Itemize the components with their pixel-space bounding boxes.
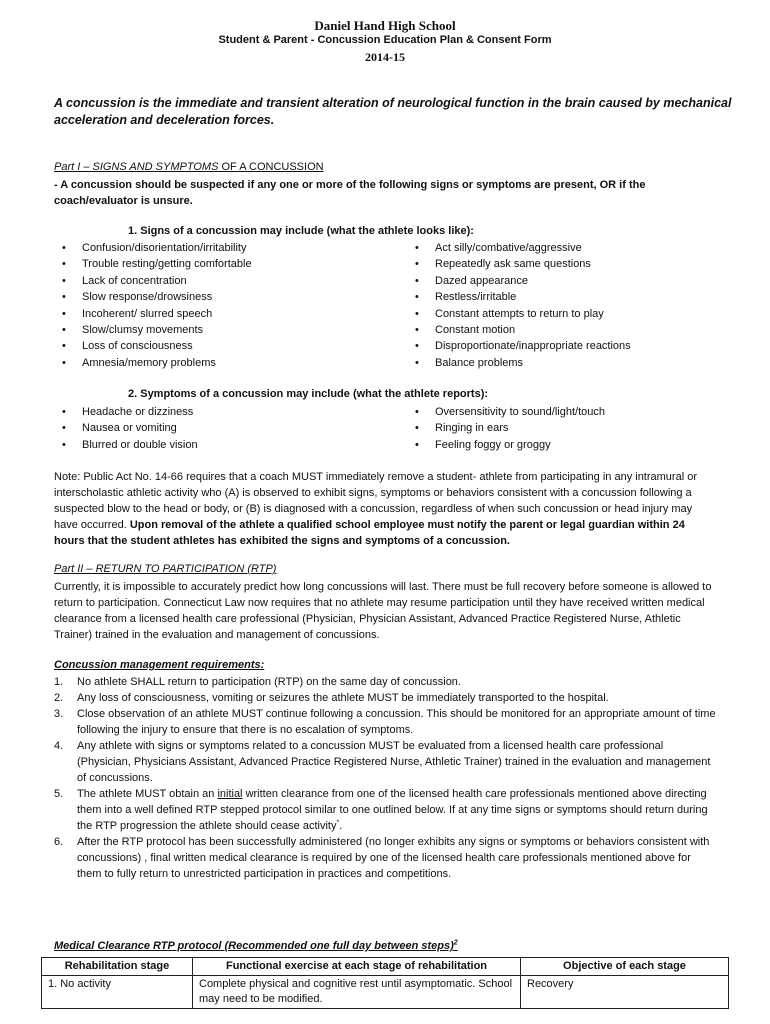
part1-title-suffix: OF A CONCUSSION: [218, 161, 324, 173]
part1-title: [54, 161, 324, 173]
legal-note: [54, 469, 714, 549]
symptoms-heading: 2. Symptoms of a concussion may include (what the athlete reports):: [128, 388, 489, 400]
header-functional-exercise: Functional exercise at each stage of rehabilitation: [193, 958, 521, 976]
requirement-item: 3. Close observation of an athlete MUST continue following a concussion. This should be monitored for an appropriate amount of time following the injury to ensure that there is no escalation of symptoms.: [54, 708, 716, 736]
requirement-item: 4. Any athlete with signs or symptoms related to a concussion MUST be evaluated from a licensed health care professional (Physician, Physicians Assistant, Advanced Practice Registered Nurse, Athletic Trainer) trained in the evaluation and management of concussions.: [54, 740, 711, 784]
requirement-item: 6. After the RTP protocol has been successfully administered (no longer exhibits any signs or symptoms or behaviors consistent with concussions) , final written medical clearance is required by one of the licensed health care professionals mentioned above for them to fully return to unrestricted participation in practices and competitions.: [54, 836, 710, 880]
signs-heading: 1. Signs of a concussion may include (what the athlete looks like):: [128, 225, 474, 237]
part1-intro: - A concussion should be suspected if any one or more of the following signs or symptoms are present, OR if the coach/evaluator is unsure.: [54, 179, 646, 207]
list-item: • Balance problems: [411, 355, 631, 371]
rtp-footnote-marker: 2: [453, 939, 458, 947]
management-title: Concussion management requirements:: [54, 659, 265, 671]
management-requirements-list: [54, 674, 716, 882]
list-item: • Lack of concentration: [58, 273, 252, 289]
list-item: • Ringing in ears: [411, 420, 605, 436]
list-item: • Confusion/disorientation/irritability: [58, 240, 252, 256]
concussion-definition: A concussion is the immediate and transient alteration of neurological function in the brain caused by mechanical acceleration and deceleration forces.: [54, 96, 732, 127]
signs-list-right: [411, 240, 631, 371]
part2-text: Currently, it is impossible to accurately predict how long concussions will last. There must be full recovery before someone is allowed to return to participation. Connecticut Law now requires that no athlete may resume participation until they have received written medical clearance from a licensed health care professional (Physician, Physician Assistant, Advanced Practice Registered Nurse, Athletic Trainer) trained in the evaluation and management of concussions.: [54, 581, 712, 641]
form-title: Student & Parent - Concussion Education Plan & Consent Form: [218, 34, 552, 46]
list-item: • Headache or dizziness: [58, 404, 198, 420]
table-row: [42, 976, 729, 1009]
header-rehab-stage: Rehabilitation stage: [42, 958, 193, 976]
signs-list-left: [58, 240, 252, 371]
rtp-table-title: Medical Clearance RTP protocol (Recommended one full day between steps)$^2$: [54, 939, 458, 952]
list-item: • Restless/irritable: [411, 289, 631, 305]
table-cell: 1. No activity: [42, 976, 193, 1009]
school-name: Daniel Hand High School: [314, 18, 456, 33]
legal-note-text: Note: Public Act No. 14-66 requires that a coach MUST immediately remove a student- athlete from participating in any intramural or interscholastic athletic activity who (A) is observed to exhibit signs, symptoms or behaviors consistent with a concussion following a suspected blow to the head or body, or (B) is diagnosed with a concussion, regardless of when such concussion or head injury may have occurred.: [54, 471, 697, 531]
list-item: • Oversensitivity to sound/light/touch: [411, 404, 605, 420]
school-year: 2014-15: [365, 50, 405, 64]
table-cell: Recovery: [521, 976, 729, 1009]
list-item: • Nausea or vomiting: [58, 420, 198, 436]
requirement-item: 2. Any loss of consciousness, vomiting or seizures the athlete MUST be immediately transported to the hospital.: [54, 692, 609, 704]
requirement-item: 5. The athlete MUST obtain an initial written clearance from one of the licensed health care professionals mentioned above directing them into a well defined RTP stepped protocol similar to one outlined below. If at any time signs or symptoms should return during the RTP progression the athlete should cease activity*.: [54, 788, 708, 832]
table-cell: Complete physical and cognitive rest until asymptomatic. School may need to be modified.: [193, 976, 521, 1009]
requirement-item: 1. No athlete SHALL return to participation (RTP) on the same day of concussion.: [54, 676, 461, 688]
list-item: • Constant attempts to return to play: [411, 306, 631, 322]
part1-title-prefix: Part I – SIGNS AND SYMPTOMS: [54, 161, 219, 173]
part2-title: Part II – RETURN TO PARTICIPATION (RTP): [54, 563, 277, 575]
rtp-protocol-table: [41, 957, 729, 1009]
symptoms-list-right: [411, 404, 605, 453]
list-item: • Feeling foggy or groggy: [411, 437, 605, 453]
legal-note-bold: Upon removal of the athlete a qualified school employee must notify the parent or legal guardian within 24 hours that the student athletes has exhibited the signs and symptoms of a concussion.: [54, 519, 685, 547]
list-item: • Act silly/combative/aggressive: [411, 240, 631, 256]
header-objective: Objective of each stage: [521, 958, 729, 976]
list-item: • Incoherent/ slurred speech: [58, 306, 252, 322]
list-item: • Blurred or double vision: [58, 437, 198, 453]
initial-underlined: initial: [217, 788, 243, 800]
list-item: • Constant motion: [411, 322, 631, 338]
list-item: • Slow response/drowsiness: [58, 289, 252, 305]
list-item: • Trouble resting/getting comfortable: [58, 256, 252, 272]
table-header-row: [42, 958, 729, 976]
list-item: • Slow/clumsy movements: [58, 322, 252, 338]
list-item: • Loss of consciousness: [58, 338, 252, 354]
symptoms-list-left: [58, 404, 198, 453]
list-item: • Amnesia/memory problems: [58, 355, 252, 371]
footnote-marker: *: [336, 819, 340, 827]
list-item: • Dazed appearance: [411, 273, 631, 289]
list-item: • Repeatedly ask same questions: [411, 256, 631, 272]
list-item: • Disproportionate/inappropriate reactions: [411, 338, 631, 354]
